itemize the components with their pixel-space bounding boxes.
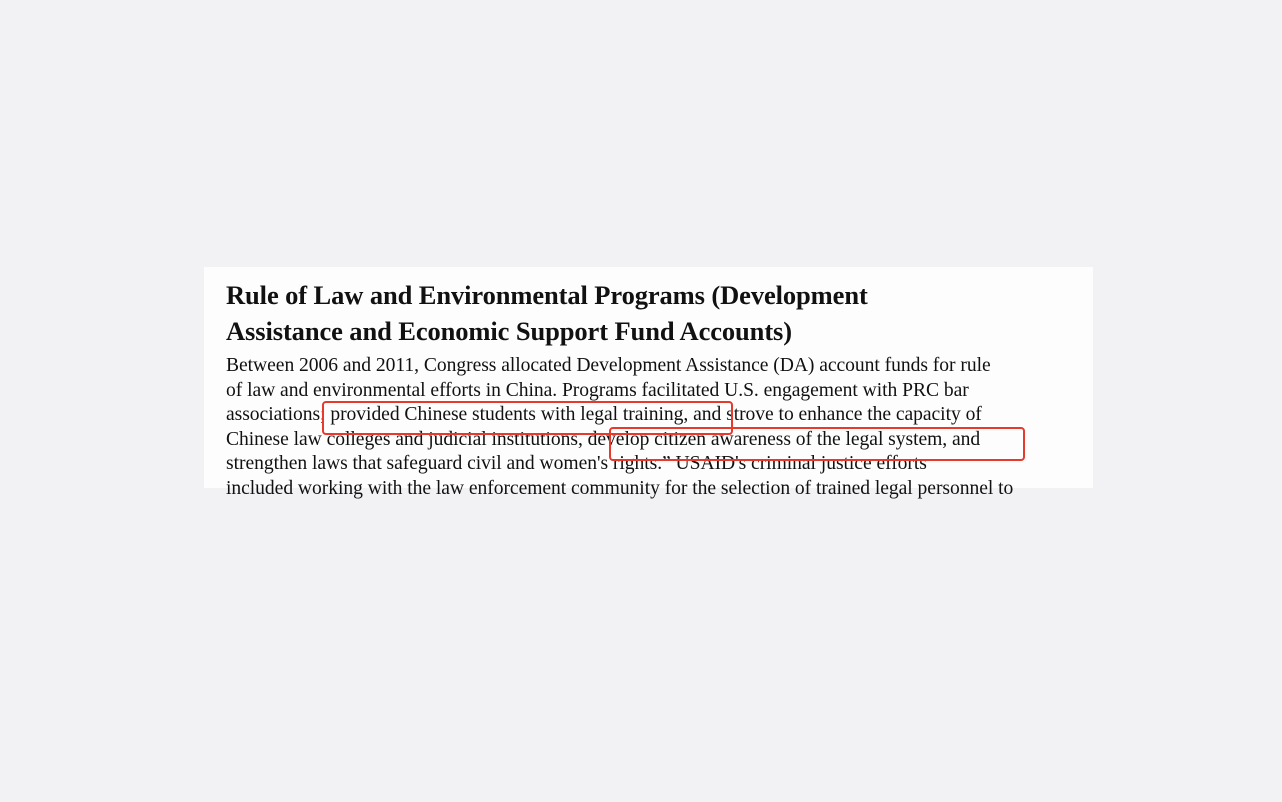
paragraph-line: strengthen laws that safeguard civil and women's rights.” USAID's criminal justice efforts — [226, 453, 927, 475]
paragraph-line: associations; provided Chinese students with legal training, and strove to enhance the capacity of — [226, 404, 982, 426]
section-heading — [226, 277, 868, 349]
paragraph-line: of law and environmental efforts in China. Programs facilitated U.S. engagement with PRC bar — [226, 379, 969, 401]
highlight-box-citizen-awareness — [609, 427, 1025, 461]
paragraph-line: Between 2006 and 2011, Congress allocated Development Assistance (DA) account funds for rule — [226, 355, 991, 376]
document-excerpt — [204, 267, 1093, 499]
paragraph-line: included working with the law enforcement community for the selection of trained legal personnel to — [226, 477, 1014, 499]
paragraph-line: Chinese law colleges and judicial institutions, develop citizen awareness of the legal system, and — [226, 428, 981, 450]
heading-line-2: Assistance and Economic Support Fund Accounts) — [226, 316, 792, 346]
heading-line-1: Rule of Law and Environmental Programs (Development — [226, 280, 868, 310]
